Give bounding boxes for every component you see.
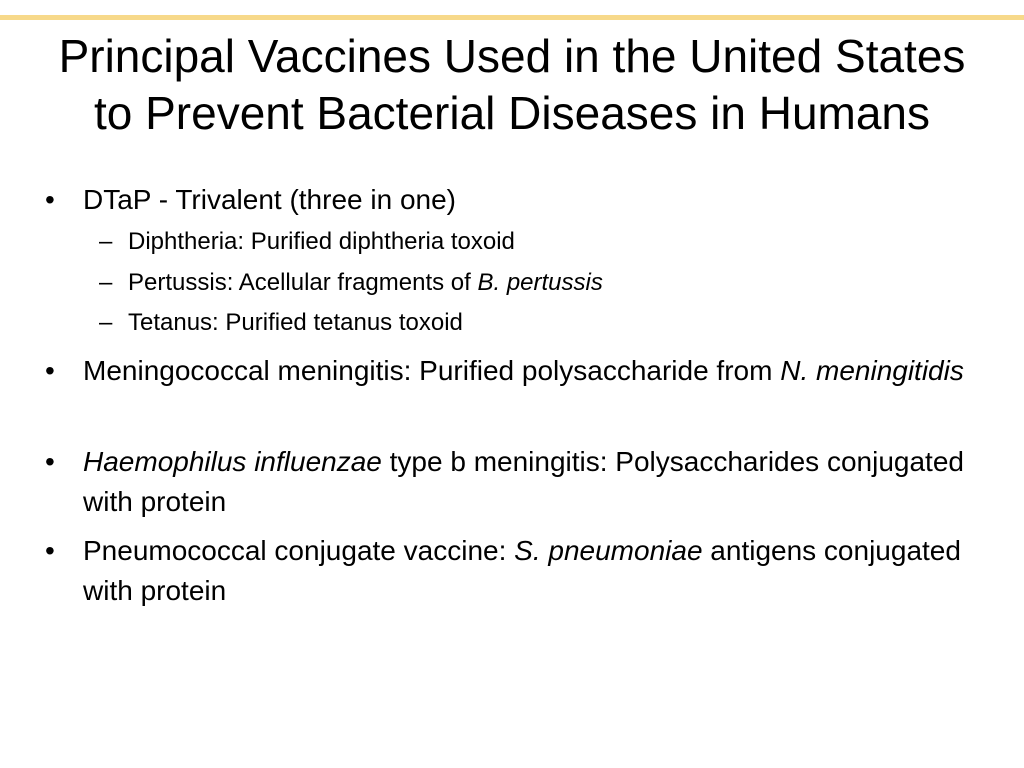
- bullet-marker: •: [45, 535, 55, 566]
- bullet-marker: •: [45, 355, 55, 386]
- dash-marker: –: [99, 269, 113, 296]
- bullet-text: Meningococcal meningitis: Purified polysaccharide from: [83, 355, 781, 386]
- subitem-tetanus: [128, 306, 463, 340]
- bullet-text-continued: antigens conjugated with protein: [83, 535, 961, 606]
- dash-marker: –: [99, 309, 113, 336]
- subitem-diphtheria: [128, 225, 515, 259]
- subitem-italic-text: B. pertussis: [477, 269, 603, 296]
- top-rule: [0, 15, 1024, 20]
- bullet-text: type b meningitis: Polysaccharides conjugated with protein: [83, 446, 964, 517]
- bullet-text: DTaP - Trivalent (three in one): [83, 184, 456, 215]
- bullet-item-pneumococcal: [83, 531, 988, 611]
- bullet-item-haemophilus: [83, 442, 988, 522]
- subitem-text: Pertussis: Acellular fragments of: [128, 269, 478, 296]
- bullet-text: Pneumococcal conjugate vaccine:: [83, 535, 515, 566]
- subitem-text: Diphtheria: Purified diphtheria toxoid: [128, 228, 515, 255]
- slide-title: Principal Vaccines Used in the United States to Prevent Bacterial Diseases in Humans: [58, 30, 966, 139]
- bullet-item-meningococcal: [83, 351, 988, 391]
- bullet-marker: •: [45, 184, 55, 215]
- bullet-item-dtap: [83, 180, 988, 220]
- subitem-text: Tetanus: Purified tetanus toxoid: [128, 309, 463, 336]
- bullet-italic-text: S. pneumoniae: [514, 535, 703, 566]
- dash-marker: –: [99, 228, 113, 255]
- bullet-italic-text: N. meningitidis: [780, 355, 964, 386]
- bullet-marker: •: [45, 446, 55, 477]
- bullet-italic-text: Haemophilus influenzae: [83, 446, 382, 477]
- subitem-pertussis: [128, 266, 603, 300]
